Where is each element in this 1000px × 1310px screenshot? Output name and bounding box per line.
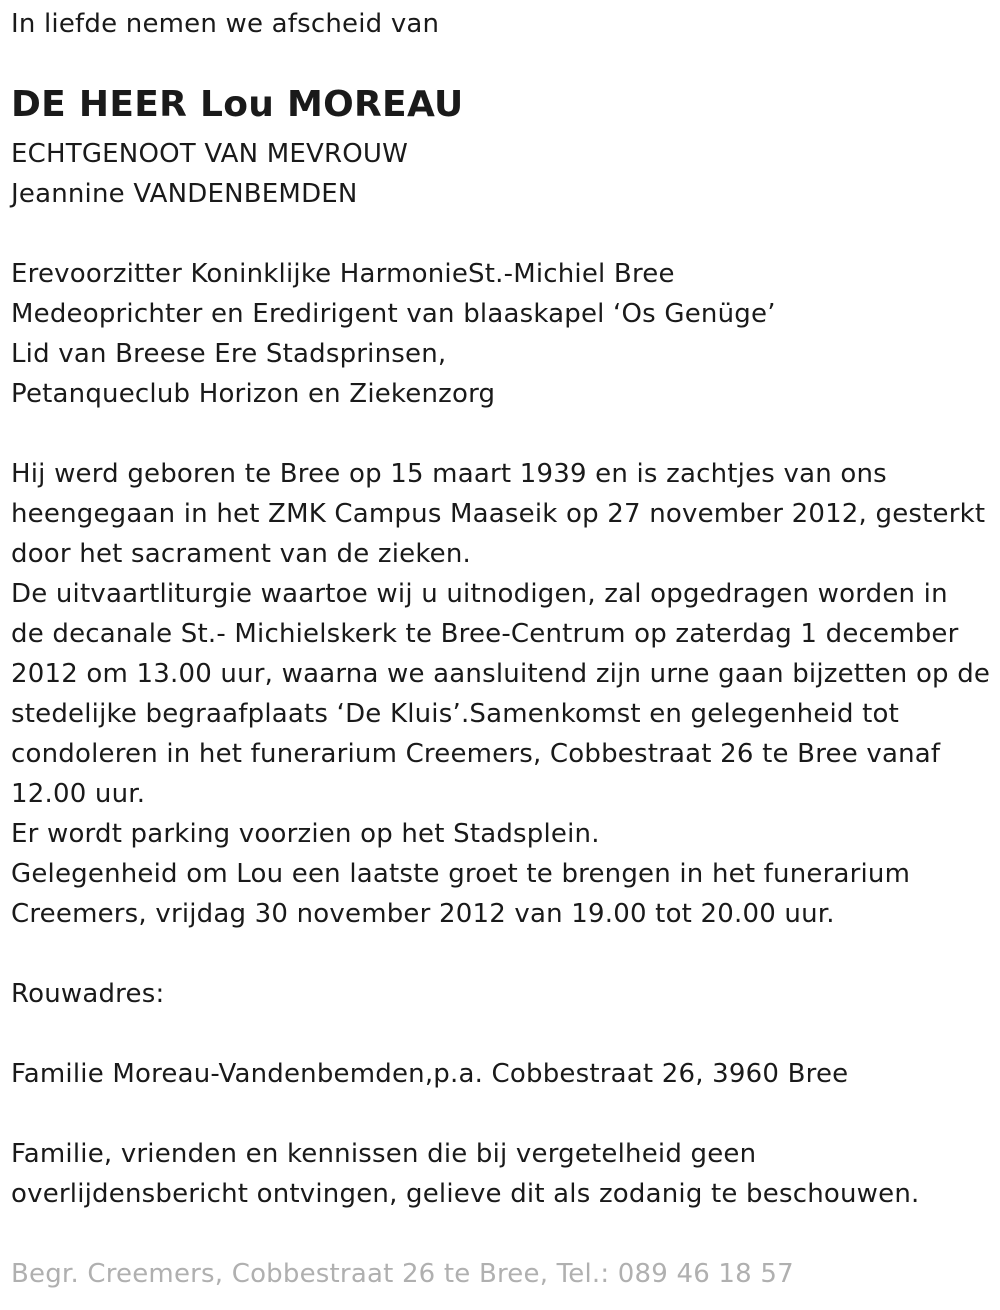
spouse-label: ECHTGENOOT VAN MEVROUW <box>11 139 409 169</box>
function-line: Petanqueclub Horizon en Ziekenzorg <box>11 379 496 409</box>
address-label: Rouwadres: <box>11 979 165 1009</box>
mourning-address: Familie Moreau-Vandenbemden,p.a. Cobbestraat 26, 3960 Bree <box>11 1059 849 1089</box>
notice-line: overlijdensbericht ontvingen, gelieve dit als zodanig te beschouwen. <box>11 1179 920 1209</box>
body-line: de decanale St.- Michielskerk te Bree-Centrum op zaterdag 1 december <box>11 619 959 649</box>
function-line: Lid van Breese Ere Stadsprinsen, <box>11 339 447 369</box>
body-line: Er wordt parking voorzien op het Stadsplein. <box>11 819 600 849</box>
function-line: Medeoprichter en Eredirigent van blaaskapel ‘Os Genüge’ <box>11 299 776 329</box>
spouse-name: Jeannine VANDENBEMDEN <box>11 179 358 209</box>
body-line: door het sacrament van de zieken. <box>11 539 472 569</box>
funeral-home-footer: Begr. Creemers, Cobbestraat 26 te Bree, Tel.: 089 46 18 57 <box>11 1259 794 1289</box>
body-line: De uitvaartliturgie waartoe wij u uitnodigen, zal opgedragen worden in <box>11 579 948 609</box>
body-line: 2012 om 13.00 uur, waarna we aansluitend zijn urne gaan bijzetten op de <box>11 659 991 689</box>
body-line: Gelegenheid om Lou een laatste groet te brengen in het funerarium <box>11 859 911 889</box>
intro-text: In liefde nemen we afscheid van <box>11 9 440 39</box>
notice-line: Familie, vrienden en kennissen die bij vergetelheid geen <box>11 1139 757 1169</box>
deceased-name: DE HEER Lou MOREAU <box>11 84 464 125</box>
body-line: 12.00 uur. <box>11 779 146 809</box>
body-line: condoleren in het funerarium Creemers, Cobbestraat 26 te Bree vanaf <box>11 739 941 769</box>
body-line: Hij werd geboren te Bree op 15 maart 1939 en is zachtjes van ons <box>11 459 887 489</box>
body-line: stedelijke begraafplaats ‘De Kluis’.Samenkomst en gelegenheid tot <box>11 699 900 729</box>
body-line: heengegaan in het ZMK Campus Maaseik op 27 november 2012, gesterkt <box>11 499 986 529</box>
function-line: Erevoorzitter Koninklijke HarmonieSt.-Michiel Bree <box>11 259 675 289</box>
body-line: Creemers, vrijdag 30 november 2012 van 19.00 tot 20.00 uur. <box>11 899 835 929</box>
